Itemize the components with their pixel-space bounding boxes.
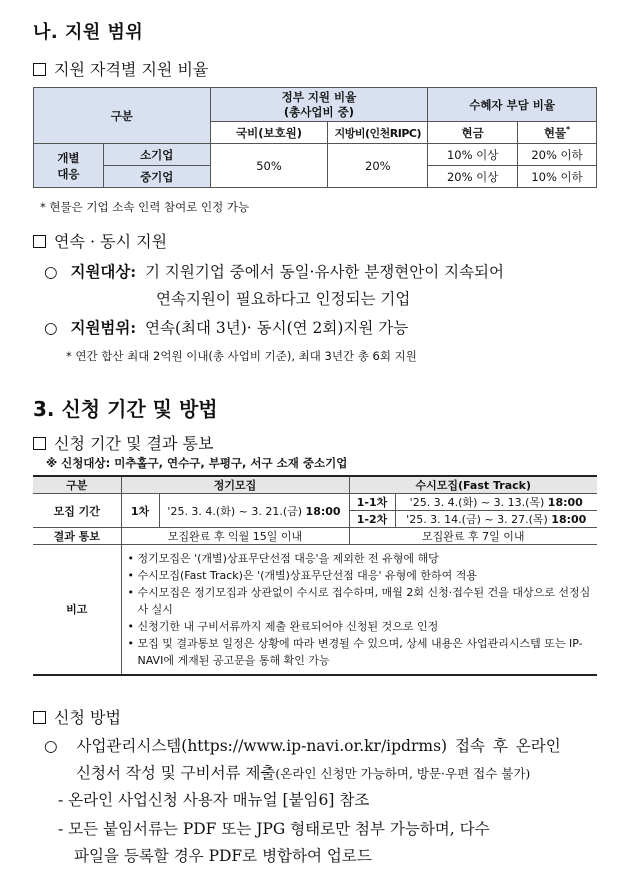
small-kind-value: 20% 이하 [518, 144, 597, 166]
regular-period-time: 18:00 [305, 504, 341, 518]
method-1-line1: 사업관리시스템(https://www.ip-navi.or.kr/ipdrms) 접속 후 온라인 [76, 737, 561, 755]
small-cash-value: 10% 이상 [428, 144, 518, 166]
target-text-line2: 연속지원이 필요하다고 인정되는 기업 [156, 290, 411, 308]
row-small-business: 소기업 [103, 144, 210, 166]
support-ratio-table [33, 87, 597, 188]
row-medium-business: 중기업 [103, 166, 210, 188]
scope-label: 지원범위: [70, 318, 137, 337]
application-target-note: ※ 신청대상: 미추홀구, 연수구, 부평구, 서구 소재 중소기업 [46, 456, 348, 470]
method-1-line2-note: (온라인 신청만 가능하며, 방문·우편 접수 불가) [275, 766, 531, 781]
rolling-round-1-1: 1-1차 [349, 494, 395, 511]
target-paragraph [44, 258, 614, 313]
rolling-result: 모집완료 후 7일 이내 [349, 528, 597, 545]
rolling-1-1-time: 18:00 [547, 496, 583, 509]
checkbox-square-icon [33, 63, 46, 76]
header-gubun: 구분 [33, 476, 121, 494]
remark-item: • 정기모집은 '(개별)상표무단선점 대응'을 제외한 전 유형에 해당 [127, 551, 439, 565]
remarks-list [121, 545, 597, 675]
target-label: 지원대상: [70, 262, 137, 281]
checkbox-square-icon [33, 437, 46, 450]
row-group-individual: 개별 대응 [34, 144, 104, 188]
scope-paragraph [44, 314, 408, 342]
rolling-1-1-period-text: '25. 3. 4.(화) ~ 3. 13.(목) [409, 496, 545, 509]
row-period-label: 모집 기간 [33, 494, 121, 528]
remark-item: • 모집 및 결과통보 일정은 상황에 따라 변경될 수 있으며, 상세 내용은 사업관리시스템 또는 IP-NAVI에 게재된 공고문을 통해 확인 가능 [127, 636, 583, 667]
target-text-line1: 기 지원기업 중에서 동일·유사한 분쟁현안이 지속되어 [145, 263, 505, 281]
circle-bullet-icon: ○ [44, 319, 58, 337]
header-national: 국비(보호원) [210, 122, 328, 144]
row-remarks-label: 비고 [33, 545, 121, 675]
header-local: 지방비(인천RIPC) [328, 122, 428, 144]
regular-round-1: 1차 [121, 494, 159, 528]
medium-cash-value: 20% 이상 [428, 166, 518, 188]
method-paragraph-2: - 온라인 사업신청 사용자 매뉴얼 [붙임6] 참조 [58, 791, 370, 809]
section-title-support-scope: 나. 지원 범위 [33, 22, 144, 43]
header-rolling: 수시모집(Fast Track) [349, 476, 597, 494]
subheading-text: 신청 기간 및 결과 통보 [54, 434, 214, 453]
subheading-continuous-support [33, 229, 167, 252]
in-kind-footnote-mark: * [566, 124, 571, 134]
method-1-line2: 신청서 작성 및 구비서류 제출 [76, 764, 276, 782]
method-paragraph-1 [44, 733, 614, 787]
table-footnote: * 현물은 기업 소속 인력 참여로 인정 가능 [40, 200, 250, 214]
circle-bullet-icon: ○ [44, 263, 58, 281]
header-category: 구분 [34, 88, 211, 144]
remark-item: • 수시모집은 정기모집과 상관없이 수시로 접수하며, 매월 2회 신청·접수된 건을 대상으로 선정심사 실시 [127, 585, 591, 616]
national-value: 50% [210, 144, 328, 188]
regular-period-cell [159, 494, 349, 528]
scope-text: 연속(최대 3년)· 동시(연 2회)지원 가능 [145, 319, 409, 337]
application-schedule-table [33, 475, 597, 676]
rolling-1-2-period-text: '25. 3. 14.(금) ~ 3. 27.(목) [406, 513, 548, 526]
subheading-text: 연속 · 동시 지원 [54, 232, 168, 251]
rolling-1-2-time: 18:00 [551, 513, 587, 526]
checkbox-square-icon [33, 711, 46, 724]
section-title-application: 3. 신청 기간 및 방법 [33, 397, 218, 421]
subheading-period-result [33, 431, 213, 454]
header-government-ratio: 정부 지원 비율 (총사업비 중) [210, 88, 428, 122]
header-recipient-ratio: 수혜자 부담 비율 [428, 88, 597, 122]
method-3-line1: - 모든 붙임서류는 PDF 또는 JPG 형태로만 첨부 가능하며, 다수 [58, 820, 490, 838]
subheading-text: 신청 방법 [54, 708, 121, 727]
scope-footnote: * 연간 합산 최대 2억원 이내(총 사업비 기준), 최대 3년간 총 6회 지원 [66, 349, 417, 363]
remark-item: • 신청기한 내 구비서류까지 제출 완료되어야 신청된 것으로 인정 [127, 619, 439, 633]
header-in-kind [518, 122, 597, 144]
in-kind-label: 현물 [543, 125, 567, 140]
header-cash: 현금 [428, 122, 518, 144]
row-result-label: 결과 통보 [33, 528, 121, 545]
subheading-support-ratio [33, 57, 208, 80]
remark-item: • 수시모집(Fast Track)은 '(개별)상표무단선점 대응' 유형에 한하여 적용 [127, 568, 477, 582]
rolling-round-1-2: 1-2차 [349, 511, 395, 528]
rolling-1-2-period-cell [395, 511, 597, 528]
checkbox-square-icon [33, 235, 46, 248]
local-value: 20% [328, 144, 428, 188]
subheading-text: 지원 자격별 지원 비율 [54, 60, 209, 79]
method-3-line2: 파일을 등록할 경우 PDF로 병합하여 업로드 [74, 847, 372, 865]
medium-kind-value: 10% 이하 [518, 166, 597, 188]
circle-bullet-icon: ○ [44, 737, 58, 755]
method-paragraph-3 [58, 816, 618, 870]
regular-period-text: '25. 3. 4.(화) ~ 3. 21.(금) [167, 504, 303, 518]
header-regular: 정기모집 [121, 476, 349, 494]
subheading-application-method [33, 705, 121, 728]
rolling-1-1-period-cell [395, 494, 597, 511]
regular-result: 모집완료 후 익월 15일 이내 [121, 528, 349, 545]
